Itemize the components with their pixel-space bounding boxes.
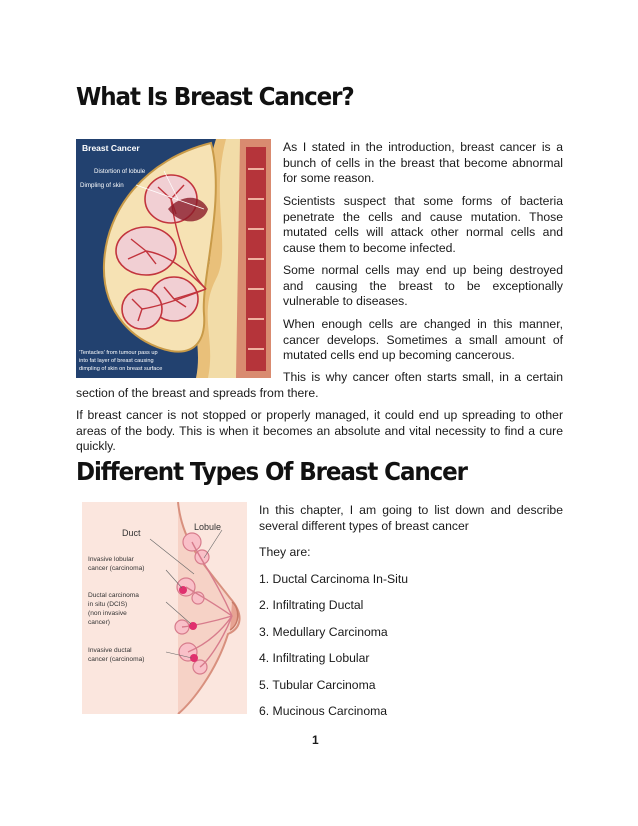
caption-line-1: 'Tentacles' from tumour pass up bbox=[79, 350, 158, 356]
label-distortion: Distortion of lobule bbox=[94, 168, 146, 175]
list-item: 3. Medullary Carcinoma bbox=[259, 625, 388, 639]
paragraph-3: Some normal cells may end up being destroyed and causing the breast to be exceptionally vulnerable to diseases. bbox=[283, 263, 563, 309]
paragraph-5-line-1: This is why cancer often starts small, in a certain bbox=[283, 370, 563, 384]
list-item: 2. Infiltrating Ductal bbox=[259, 598, 364, 612]
paragraph-1: As I stated in the introduction, breast cancer is a bunch of cells in the breast that become abnormal for some reason. bbox=[283, 140, 563, 186]
label-dcis-2: in situ (DCIS) bbox=[88, 601, 128, 608]
figure-title: Breast Cancer bbox=[82, 143, 140, 153]
list-item: 1. Ductal Carcinoma In-Situ bbox=[259, 572, 409, 586]
label-lobule: Lobule bbox=[194, 522, 222, 532]
label-dcis-4: cancer) bbox=[88, 619, 110, 626]
page-number: 1 bbox=[312, 733, 319, 747]
breast-cancer-illustration bbox=[76, 139, 271, 378]
label-idc-2: cancer (carcinoma) bbox=[88, 656, 145, 663]
list-item: 6. Mucinous Carcinoma bbox=[259, 704, 388, 718]
lobular-tumour bbox=[179, 586, 187, 594]
breast-anatomy-illustration bbox=[82, 502, 247, 714]
label-dcis-3: (non invasive bbox=[88, 610, 127, 617]
label-idc-1: Invasive ductal bbox=[88, 647, 132, 654]
types-intro: In this chapter, I am going to list down and describe several different types of breast cancer bbox=[259, 503, 563, 533]
label-lobular-2: cancer (carcinoma) bbox=[88, 565, 145, 572]
paragraph-2: Scientists suspect that some forms of bacteria penetrate the cells and cause mutation. Those mutated cells will attack other normal cells and cause them to become infected. bbox=[283, 194, 563, 255]
caption-line-2: into fat layer of breast causing bbox=[79, 358, 154, 364]
label-dcis-1: Ductal carcinoma bbox=[88, 592, 139, 599]
label-lobular-1: Invasive lobular bbox=[88, 556, 134, 563]
they-are-label: They are: bbox=[259, 545, 311, 559]
list-item: 4. Infiltrating Lobular bbox=[259, 651, 370, 665]
section-heading-types: Different Types Of Breast Cancer bbox=[76, 457, 467, 486]
section-heading-what-is: What Is Breast Cancer? bbox=[76, 82, 354, 111]
paragraph-6: If breast cancer is not stopped or properly managed, it could end up spreading to other areas of the body. This is when it becomes an absolute and vital necessity to find a cure quickly. bbox=[76, 408, 563, 454]
label-duct: Duct bbox=[122, 528, 141, 538]
list-item: 5. Tubular Carcinoma bbox=[259, 678, 376, 692]
label-dimpling: Dimpling of skin bbox=[80, 182, 124, 189]
paragraph-5-line-2: section of the breast and spreads from there. bbox=[76, 386, 319, 400]
paragraph-4: When enough cells are changed in this manner, cancer develops. Sometimes a small amount of mutated cells end up becoming cancerous. bbox=[283, 317, 563, 363]
caption-line-3: dimpling of skin on breast surface bbox=[79, 366, 163, 372]
